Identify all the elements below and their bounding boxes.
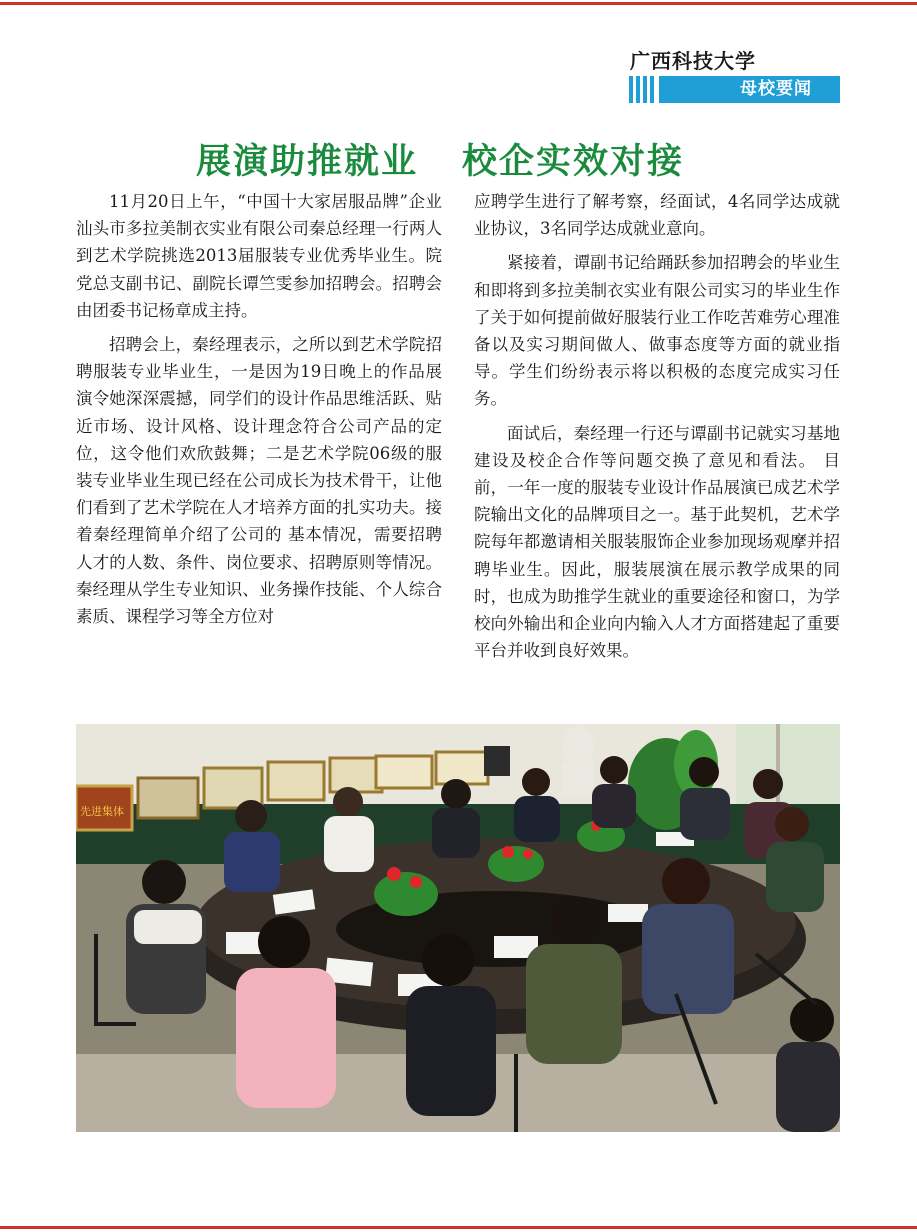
section-label: 母校要闻: [740, 79, 812, 99]
university-name: 广西科技大学: [630, 49, 756, 73]
top-border-rule: [0, 2, 917, 5]
paragraph-continuation: 应聘学生进行了解考察，经面试，4名同学达成就业协议，3名同学达成就业意向。: [474, 192, 840, 239]
headline-part-2: 校企实效对接: [462, 142, 685, 182]
meeting-photo-illustration: [76, 724, 840, 1132]
article-column-right: [474, 188, 840, 671]
stripes-decoration: [626, 76, 659, 103]
paragraph: 招聘会上，秦经理表示，之所以到艺术学院招聘服装专业毕业生，一是因为19日晚上的作品展演令她深深震撼，同学们的设计作品思维活跃、贴近市场、设计风格、设计理念符合公司产品的定位，这令他们欢欣鼓舞；二是艺术学院06级的服装专业毕业生现已经在公司成长为技术骨干，让他们看到了艺术学院在人才培养方面的扎实功夫。接着秦经理简单介绍了公司的 基本情况，需要招聘人才的人数、条件、岗位要求、招聘原则等情况。秦经理从学生专业知识、业务操作技能、个人综合素质、课程学习等全方位对: [76, 335, 442, 627]
article-column-left: [76, 188, 442, 637]
section-bar: [626, 76, 840, 103]
banner-text: 先进集体: [80, 805, 124, 818]
paragraph: 面试后，秦经理一行还与谭副书记就实习基地建设及校企合作等问题交换了意见和看法。 目前，一年一度的服装专业设计作品展演已成艺术学院输出文化的品牌项目之一。基于此契机，艺术学院每年都邀请相关服装服饰企业参加现场观摩并招聘毕业生。因此，服装展演在展示教学成果的同时，也成为助推学生就业的重要途径和窗口，为学校向外输出和企业向内输入人才方面搭建起了重要平台并收到良好效果。: [474, 423, 840, 661]
headline-part-1: 展演助推就业: [196, 142, 419, 182]
paragraph: 11月20日上午，“中国十大家居服品牌”企业汕头市多拉美制衣实业有限公司秦总经理一行两人到艺术学院挑选2013届服装专业优秀毕业生。院党总支副书记、副院长谭竺雯参加招聘会。招聘会由团委书记杨章成主持。: [76, 192, 442, 320]
article-headline: [196, 140, 756, 184]
paragraph: 紧接着，谭副书记给踊跃参加招聘会的毕业生和即将到多拉美制衣实业有限公司实习的毕业生作了关于如何提前做好服装行业工作吃苦难劳心理准备以及实习期间做人、做事态度等方面的就业指导。学生们纷纷表示将以积极的态度完成实习任务。: [474, 253, 840, 409]
masthead: [626, 48, 840, 103]
meeting-photo: [76, 724, 840, 1132]
bottom-border-rule: [0, 1226, 917, 1229]
